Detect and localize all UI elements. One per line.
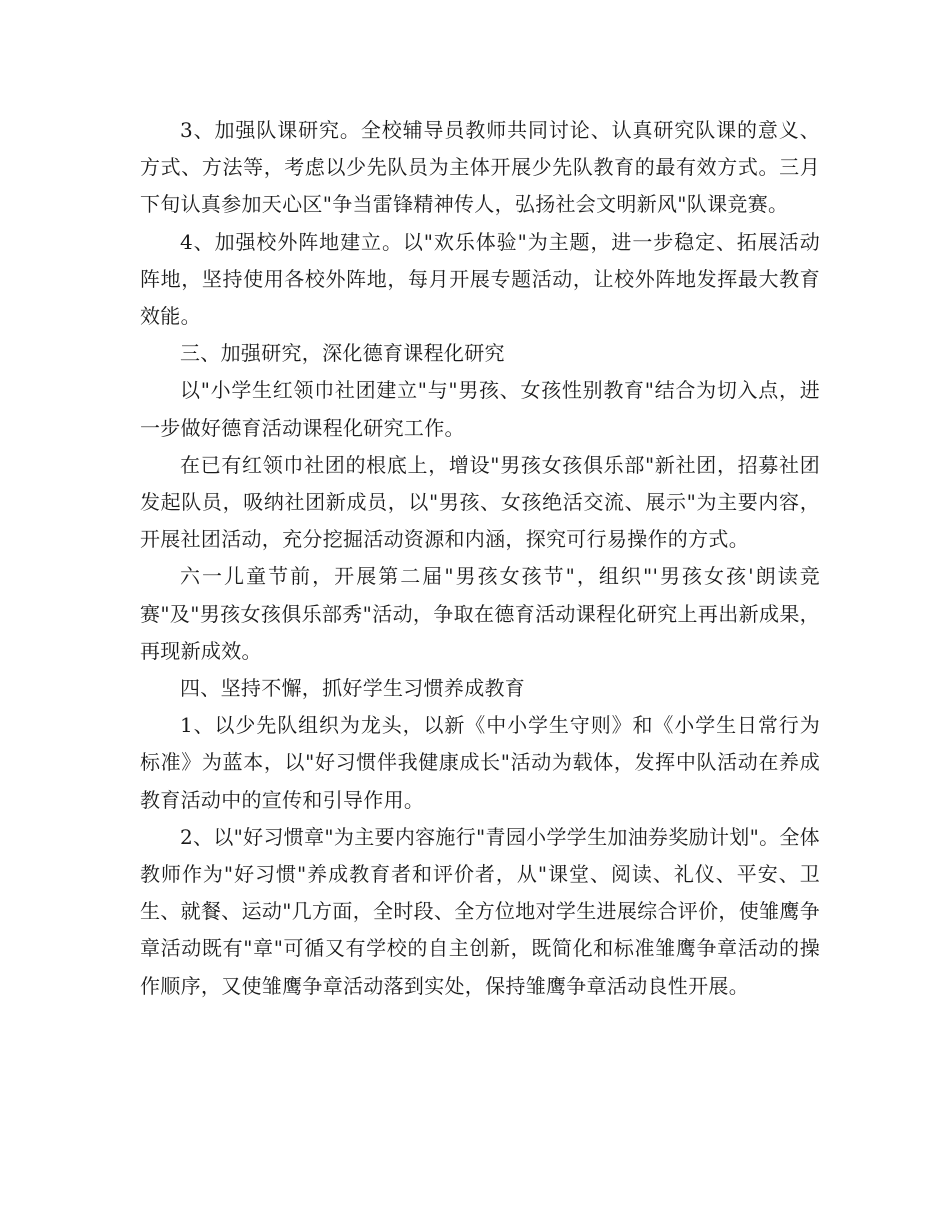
document-body <box>140 112 820 1005</box>
paragraph-habit-education: 1、以少先队组织为龙头，以新《中小学生守则》和《小学生日常行为标准》为蓝本，以"好习惯伴我健康成长"活动为载体，发挥中队活动在养成教育活动中的宣传和引导作用。 <box>140 713 820 812</box>
paragraph-off-campus-base: 4、加强校外阵地建立。以"欢乐体验"为主题，进一步稳定、拓展活动阵地，坚持使用各校外阵地，每月开展专题活动，让校外阵地发挥最大教育效能。 <box>140 229 820 329</box>
paragraph-good-habit-badge: 2、以"好习惯章"为主要内容施行"青园小学学生加油券奖励计划"。全体教师作为"好习惯"养成教育者和评价者，从"课堂、阅读、礼仪、平安、卫生、就餐、运动"几方面，全时段、全方位地对学生进展综合评价，使雏鹰争章活动既有"章"可循又有学校的自主创新，既简化和标准雏鹰争章活动的操作顺序，又使雏鹰争章活动落到实处，保持雏鹰争章活动良性开展。 <box>140 824 820 998</box>
paragraph-team-lesson-research: 3、加强队课研究。全校辅导员教师共同讨论、认真研究队课的意义、方式、方法等，考虑以少先队员为主体开展少先队教育的最有效方式。三月下旬认真参加天心区"争当雷锋精神传人，弘扬社会文明新风"队课竞赛。 <box>140 118 820 217</box>
paragraph-entry-point: 以"小学生红领巾社团建立"与"男孩、女孩性别教育"结合为切入点，进一步做好德育活动课程化研究工作。 <box>140 378 820 440</box>
section-heading-4: 四、坚持不懈，抓好学生习惯养成教育 <box>180 676 526 701</box>
section-heading-3: 三、加强研究，深化德育课程化研究 <box>180 341 505 366</box>
paragraph-childrens-day: 六一儿童节前，开展第二届"男孩女孩节"，组织"'男孩女孩'朗读竞赛"及"男孩女孩俱乐部秀"活动，争取在德育活动课程化研究上再出新成果，再现新成效。 <box>140 564 820 663</box>
paragraph-new-club: 在已有红领巾社团的根底上，增设"男孩女孩俱乐部"新社团，招募社团发起队员，吸纳社团新成员，以"男孩、女孩绝活交流、展示"为主要内容，开展社团活动，充分挖掘活动资源和内涵，探究可行易操作的方式。 <box>140 452 820 552</box>
